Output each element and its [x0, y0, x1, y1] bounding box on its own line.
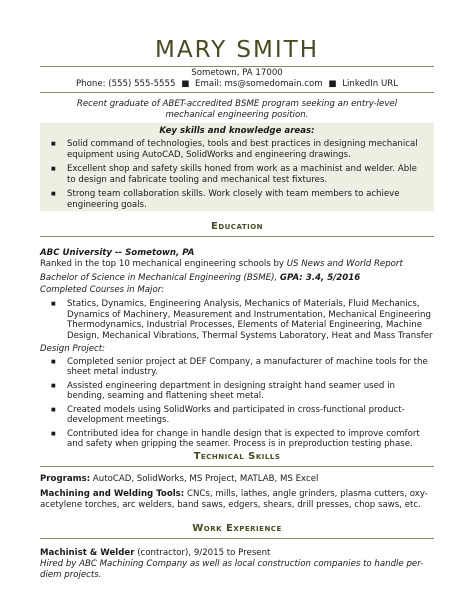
school-name: ABC University -- Sometown, PA [40, 248, 195, 258]
job-meta: (contractor), 9/2015 to Present [137, 548, 271, 558]
design-project-label: Design Project: [40, 344, 106, 355]
key-skill-item: ■ Excellent shop and safety skills honed from work as a machinist and welder. Able to design and fabricate tooling and mechanical test fixtures. [40, 164, 418, 185]
key-skill-item: ■ Solid command of technologies, tools and best practices in designing mechanical equipment using AutoCAD, SolidWorks and engineering drawings. [40, 139, 418, 160]
ranking-text: Ranked in the top 10 mechanical engineering schools by [40, 258, 287, 269]
linkedin-text: LinkedIn URL [342, 79, 399, 89]
project-item: ■ Contributed idea for change in handle design that is expected to improve comfort and safety when gripping the seamer. Process is in preproduction testing phase. [40, 429, 434, 450]
work-experience-section [40, 548, 434, 580]
education-divider [40, 236, 434, 237]
address-line: Sometown, PA 17000 [191, 68, 283, 78]
key-skills-list [40, 139, 418, 214]
degree-line [40, 273, 434, 284]
contact-divider [40, 92, 434, 93]
job-title: Machinist & Welder [40, 548, 135, 558]
key-skills-heading: Key skills and knowledge areas: [159, 126, 315, 136]
contact-line [0, 79, 474, 90]
phone-text: Phone: (555) 555-5555 [75, 79, 176, 89]
degree-name: Bachelor of Science in Mechanical Engineering (BSME), [40, 272, 278, 283]
education-heading: Education [210, 221, 264, 232]
project-item: ■ Assisted engineering department in designing straight hand seamer used in bending, seaming and flattening sheet metal. [40, 381, 434, 402]
tools-value: CNCs, mills, lathes, angle grinders, plasma cutters, oxy-acetylene torches, arc welders, band saws, edgers, shears, drill presses, chop saws, etc. [40, 488, 428, 510]
programs-label: Programs: [40, 474, 91, 484]
courses-label: Completed Courses in Major: [40, 285, 165, 296]
technical-skills-divider [40, 466, 434, 467]
key-skills-box [40, 123, 434, 211]
gpa-text: GPA: 3.4, 5/2016 [279, 272, 361, 283]
job-description: Hired by ABC Machining Company as well as local construction companies to handle per-diem projects. [40, 558, 424, 580]
courses-item: ■ Statics, Dynamics, Engineering Analysis, Mechanics of Materials, Fluid Mechanics, Dynamics of Machinery, Measurement and Instrumentation, Mechanical Engineering Thermodynamics, Industrial Processes, Elements of Material Engineering, Machine Design, Mechanical Vibrations, Thermal Systems Laboratory, Heat and Mass Transfer [40, 299, 434, 341]
summary-statement: Recent graduate of ABET-accredited BSME program seeking an entry-level mechanical engineering position. [76, 99, 398, 120]
technical-skills-section [40, 474, 434, 510]
project-item: ■ Created models using SolidWorks and participated in cross-functional product-development meetings. [40, 405, 434, 426]
education-section [40, 248, 434, 453]
work-experience-divider [40, 538, 434, 539]
ranking-source: US News and World Report [286, 258, 403, 269]
tools-label: Machining and Welding Tools: [40, 488, 185, 499]
separator-bullet-icon: ■ [328, 79, 337, 89]
school-ranking [40, 259, 434, 270]
job-header [40, 548, 434, 559]
email-text: Email: ms@somedomain.com [195, 79, 323, 89]
header-divider [40, 66, 434, 67]
tools-line [40, 489, 434, 511]
programs-value: AutoCAD, SolidWorks, MS Project, MATLAB, MS Excel [92, 474, 319, 484]
work-experience-heading: Work Experience [192, 523, 282, 534]
programs-line [40, 474, 434, 485]
project-item: ■ Completed senior project at DEF Company, a manufacturer of machine tools for the sheet metal industry. [40, 357, 434, 378]
key-skill-item: ■ Strong team collaboration skills. Work closely with team members to achieve engineering goals. [40, 189, 418, 210]
candidate-name: MARY SMITH [154, 37, 320, 63]
technical-skills-heading: Technical Skills [193, 451, 281, 462]
separator-bullet-icon: ■ [181, 79, 190, 89]
courses-list [40, 299, 434, 341]
design-project-list [40, 357, 434, 450]
